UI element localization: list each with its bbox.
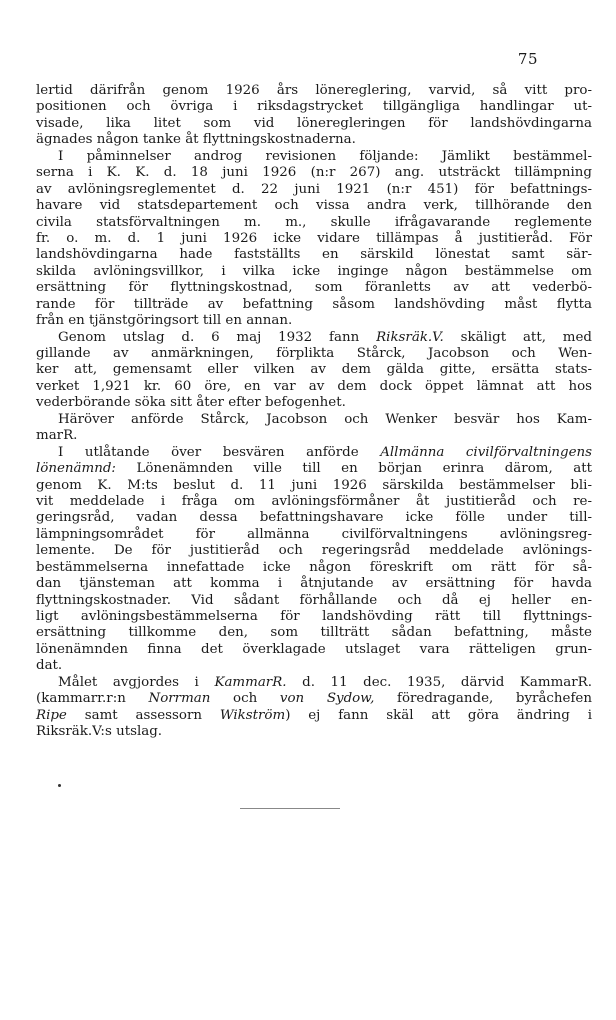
footer-rule — [240, 808, 340, 809]
text-line — [36, 297, 592, 313]
text-line — [36, 593, 592, 609]
text-line — [36, 428, 592, 444]
text-segment: Allmänna civilförvaltningens — [380, 444, 592, 460]
text-segment: positionen och övriga i riksdagstrycket tillgängliga handlingar ut- — [36, 99, 592, 115]
text-segment: skäligt att, med — [443, 329, 592, 345]
text-segment: (kammarr.r:n — [36, 691, 149, 707]
paragraph — [36, 149, 592, 330]
text-segment: landshövdingarna hade fastställts en särskild lönestat samt sär- — [36, 247, 592, 263]
text-segment: geringsråd, vadan dessa befattningshavare icke fölle under till- — [36, 510, 592, 526]
text-line — [36, 280, 592, 296]
text-segment: Wikström — [219, 707, 286, 723]
text-segment: och — [210, 691, 280, 707]
text-line — [36, 132, 592, 148]
text-segment: Riksräk.V:s utslag. — [36, 724, 163, 740]
body-text — [36, 83, 592, 741]
text-segment: ) ej fann skäl att göra ändring i — [285, 707, 592, 723]
text-line — [36, 83, 592, 99]
print-speck — [58, 784, 61, 787]
paragraph — [36, 675, 592, 741]
text-segment: lemente. De för justitieråd och regeringsråd meddelade avlönings- — [36, 543, 592, 559]
text-line — [36, 379, 592, 395]
text-line — [36, 362, 592, 378]
text-line — [36, 412, 592, 428]
text-segment: I påminnelser androg revisionen följande: Jämlikt bestämmel- — [58, 148, 592, 164]
text-segment: serna i K. K. d. 18 juni 1926 (n:r 267) ang. utsträckt tillämpning — [36, 165, 592, 181]
text-line — [36, 461, 592, 477]
text-segment: Häröver anförde Stårck, Jacobson och Wenker besvär hos Kam- — [58, 411, 592, 427]
paragraph — [36, 412, 592, 445]
text-line — [36, 182, 592, 198]
text-line — [36, 724, 592, 740]
paragraph — [36, 445, 592, 675]
text-line — [36, 510, 592, 526]
text-line — [36, 708, 592, 724]
text-line — [36, 215, 592, 231]
text-line — [36, 445, 592, 461]
text-segment: ker att, gemensamt eller vilken av dem gälda gitte, ersätta stats- — [36, 362, 592, 378]
text-segment: Lönenämnden ville till en början erinra därom, att — [115, 461, 592, 477]
text-segment: lönenämnden finna det överklagade utslaget vara rätteligen grun- — [36, 641, 592, 657]
text-segment: av avlöningsreglementet d. 22 juni 1921 (n:r 451) för befattnings- — [36, 181, 592, 197]
text-segment: fr. o. m. d. 1 juni 1926 icke vidare tillämpas å justitieråd. För — [36, 230, 592, 246]
paragraph — [36, 83, 592, 149]
text-segment: visade, lika litet som vid löneregleringen för landshövdingarna — [36, 115, 592, 131]
text-segment: skilda avlöningsvillkor, i vilka icke inginge någon bestämmelse om — [36, 263, 592, 279]
text-segment: Målet avgjordes i — [58, 674, 215, 690]
text-segment: genom K. M:ts beslut d. 11 juni 1926 särskilda bestämmelser bli- — [36, 477, 592, 493]
text-segment: Riksräk.V. — [376, 329, 444, 345]
text-segment: havare vid statsdepartement och vissa andra verk, tillhörande den — [36, 198, 592, 214]
text-line — [36, 609, 592, 625]
text-line — [36, 625, 592, 641]
text-segment: lönenämnd: — [36, 461, 116, 477]
page-number: 75 — [517, 50, 538, 68]
text-line — [36, 675, 592, 691]
text-segment: vit meddelade i fråga om avlöningsförmåner åt justitieråd och re- — [36, 493, 592, 509]
text-segment: samt assessorn — [66, 707, 220, 723]
text-line — [36, 165, 592, 181]
text-line — [36, 198, 592, 214]
text-segment: bestämmelserna innefattade icke någon föreskrift om rätt för så- — [36, 559, 592, 575]
text-line — [36, 576, 592, 592]
text-segment: d. 11 dec. 1935, därvid KammarR. — [286, 674, 592, 690]
text-line — [36, 527, 592, 543]
text-segment: från en tjänstgöringsort till en annan. — [36, 313, 293, 329]
text-segment: ägnades någon tanke åt flyttningskostnaderna. — [36, 132, 356, 148]
text-segment: gillande av anmärkningen, förplikta Stårck, Jacobson och Wen- — [36, 346, 592, 361]
text-line — [36, 560, 592, 576]
text-line — [36, 642, 592, 658]
text-line — [36, 543, 592, 559]
text-line — [36, 658, 592, 674]
text-line — [36, 395, 592, 411]
text-segment: I utlåtande över besvären anförde — [58, 444, 381, 460]
text-line — [36, 494, 592, 510]
text-segment: von Sydow, — [279, 691, 375, 707]
text-segment: civila statsförvaltningen m. m., skulle ifrågavarande reglemente — [36, 214, 592, 230]
text-line — [36, 247, 592, 263]
text-segment: flyttningskostnader. Vid sådant förhållande och då ej heller en- — [36, 592, 592, 608]
text-line — [36, 149, 592, 165]
text-line — [36, 231, 592, 247]
text-segment: lertid därifrån genom 1926 års lönereglering, varvid, så vitt pro- — [36, 83, 592, 98]
text-segment: verket 1,921 kr. 60 öre, en var av dem dock öppet lämnat att hos — [36, 378, 592, 394]
text-line — [36, 313, 592, 329]
text-segment: marR. — [36, 428, 78, 444]
text-segment: dan tjänsteman att komma i åtnjutande av ersättning för havda — [36, 576, 592, 592]
text-segment: KammarR. — [214, 674, 287, 690]
text-segment: lämpningsområdet för allmänna civilförvaltningens avlöningsreg- — [36, 526, 592, 542]
text-line — [36, 99, 592, 115]
text-segment: Ripe — [36, 707, 67, 723]
text-segment: Genom utslag d. 6 maj 1932 fann — [58, 329, 377, 345]
text-line — [36, 691, 592, 707]
paragraph — [36, 330, 592, 412]
text-line — [36, 264, 592, 280]
text-line — [36, 346, 592, 362]
text-segment: Norrman — [148, 691, 211, 707]
text-segment: ligt avlöningsbestämmelserna för landshövding rätt till flyttnings- — [36, 609, 592, 624]
text-line — [36, 478, 592, 494]
text-segment: dat. — [36, 658, 63, 674]
text-line — [36, 330, 592, 346]
text-line — [36, 116, 592, 132]
text-segment: ersättning tillkomme den, som tillträtt sådan befattning, måste — [36, 625, 592, 641]
text-segment: ersättning för flyttningskostnad, som föranletts av att vederbö- — [36, 280, 592, 296]
text-segment: rande för tillträde av befattning såsom landshövding måst flytta — [36, 296, 592, 312]
text-segment: vederbörande söka sitt åter efter befogenhet. — [36, 395, 346, 411]
text-segment: föredragande, byråchefen — [374, 691, 592, 707]
